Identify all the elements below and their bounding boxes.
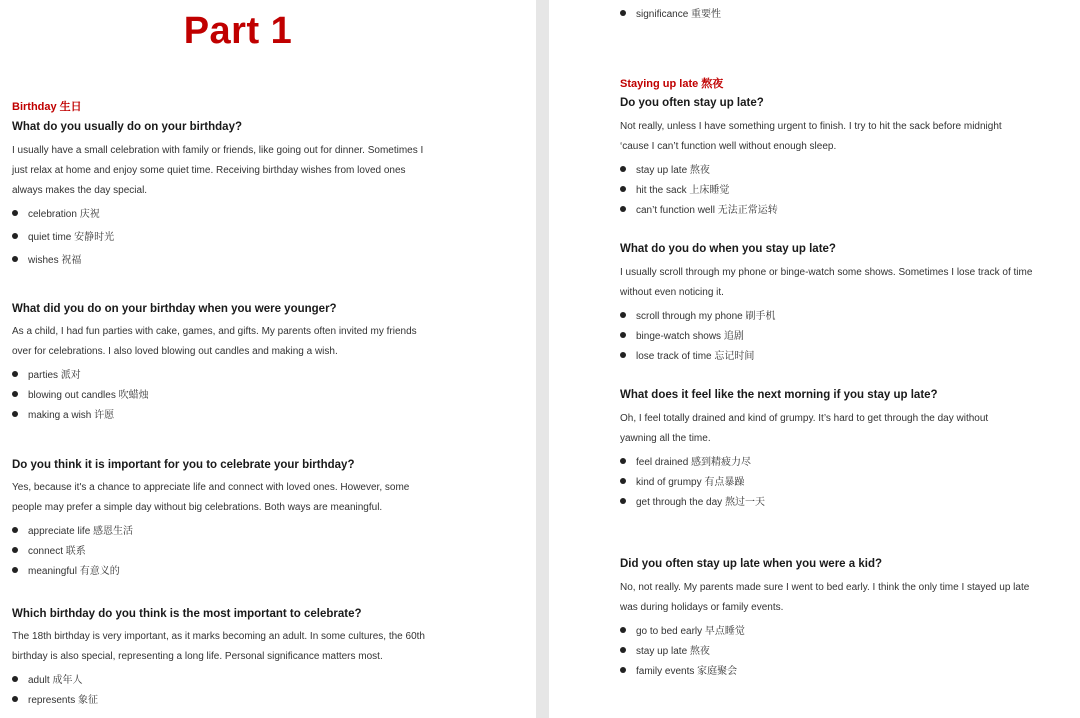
bullet-icon (620, 458, 626, 464)
vocab-item: hit the sack 上床睡觉 (620, 181, 729, 196)
bullet-icon (12, 233, 18, 239)
answer-line: Yes, because it's a chance to appreciate life and connect with loved ones. However, some (12, 482, 410, 493)
answer-line: I usually scroll through my phone or binge-watch some shows. Sometimes I lose track of time (620, 267, 1033, 278)
vocab-item: stay up late 熬夜 (620, 642, 710, 657)
bullet-icon (620, 667, 626, 673)
question-3: Do you think it is important for you to celebrate your birthday? (12, 459, 355, 471)
question-6: What do you do when you stay up late? (620, 243, 836, 255)
left-page (0, 0, 536, 718)
bullet-icon (12, 210, 18, 216)
bullet-icon (620, 352, 626, 358)
bullet-icon (620, 332, 626, 338)
vocab-item: celebration 庆祝 (12, 205, 100, 220)
vocab-item: parties 派对 (12, 366, 81, 381)
vocab-item: blowing out candles 吹蜡烛 (12, 386, 149, 401)
vocab-item: quiet time 安静时光 (12, 228, 114, 243)
question-2: What did you do on your birthday when you were younger? (12, 303, 337, 315)
bullet-icon (620, 478, 626, 484)
vocab-item: represents 象征 (12, 691, 98, 706)
bullet-icon (12, 547, 18, 553)
bullet-icon (12, 696, 18, 702)
answer-line: Oh, I feel totally drained and kind of grumpy. It’s hard to get through the day without (620, 413, 989, 424)
answer-line: people may prefer a simple day without big celebrations. Both ways are meaningful. (12, 502, 383, 513)
bullet-icon (12, 371, 18, 377)
vocab-item: adult 成年人 (12, 671, 82, 686)
vocab-item: wishes 祝福 (12, 251, 81, 266)
answer-line: just relax at home and enjoy some quiet time. Receiving birthday wishes from loved ones (12, 165, 406, 176)
vocab-item: get through the day 熬过一天 (620, 493, 765, 508)
vocab-item: go to bed early 早点睡觉 (620, 622, 745, 637)
answer-line: No, not really. My parents made sure I went to bed early. I think the only time I stayed up late (620, 582, 1030, 593)
bullet-icon (12, 676, 18, 682)
answer-line: always makes the day special. (12, 185, 148, 196)
bullet-icon (12, 567, 18, 573)
bullet-icon (620, 647, 626, 653)
vocab-item: kind of grumpy 有点暴躁 (620, 473, 744, 488)
vocab-item: making a wish 许愿 (12, 406, 114, 421)
bullet-icon (620, 206, 626, 212)
section-heading-birthday: Birthday 生日 (12, 101, 82, 113)
answer-line: yawning all the time. (620, 433, 711, 444)
question-8: Did you often stay up late when you were a kid? (620, 558, 882, 570)
question-4: Which birthday do you think is the most important to celebrate? (12, 608, 362, 620)
bullet-icon (620, 166, 626, 172)
bullet-icon (620, 10, 626, 16)
answer-line: without even noticing it. (620, 287, 724, 298)
vocab-item: appreciate life 感恩生活 (12, 522, 133, 537)
bullet-icon (12, 527, 18, 533)
bullet-icon (12, 411, 18, 417)
bullet-icon (620, 627, 626, 633)
answer-line: ‘cause I can’t function well without enough sleep. (620, 141, 837, 152)
answer-line: Not really, unless I have something urgent to finish. I try to hit the sack before midnight (620, 121, 1002, 132)
part-title: Part 1 (183, 10, 293, 52)
vocab-item: lose track of time 忘记时间 (620, 347, 754, 362)
answer-line: over for celebrations. I also loved blowing out candles and making a wish. (12, 346, 338, 357)
vocab-item: meaningful 有意义的 (12, 562, 120, 577)
vocab-item: significance 重要性 (620, 5, 721, 20)
answer-line: was during holidays or family events. (620, 602, 784, 613)
right-page (549, 0, 1080, 718)
vocab-item: feel drained 感到精疲力尽 (620, 453, 751, 468)
bullet-icon (12, 391, 18, 397)
question-5: Do you often stay up late? (620, 97, 764, 109)
answer-line: As a child, I had fun parties with cake, games, and gifts. My parents often invited my friends (12, 326, 417, 337)
vocab-item: stay up late 熬夜 (620, 161, 710, 176)
bullet-icon (620, 186, 626, 192)
vocab-item: can’t function well 无法正常运转 (620, 201, 778, 216)
answer-line: birthday is also special, representing a long life. Personal significance matters most. (12, 651, 383, 662)
vocab-item: binge-watch shows 追剧 (620, 327, 744, 342)
section-heading-staying-up-late: Staying up late 熬夜 (620, 78, 724, 90)
question-1: What do you usually do on your birthday? (12, 121, 242, 133)
vocab-item: family events 家庭聚会 (620, 662, 737, 677)
bullet-icon (620, 498, 626, 504)
answer-line: The 18th birthday is very important, as it marks becoming an adult. In some cultures, the 60th (12, 631, 425, 642)
vocab-item: scroll through my phone 刷手机 (620, 307, 776, 322)
vocab-item: connect 联系 (12, 542, 86, 557)
answer-line: I usually have a small celebration with family or friends, like going out for dinner. Sometimes I (12, 145, 424, 156)
bullet-icon (12, 256, 18, 262)
question-7: What does it feel like the next morning if you stay up late? (620, 389, 938, 401)
bullet-icon (620, 312, 626, 318)
